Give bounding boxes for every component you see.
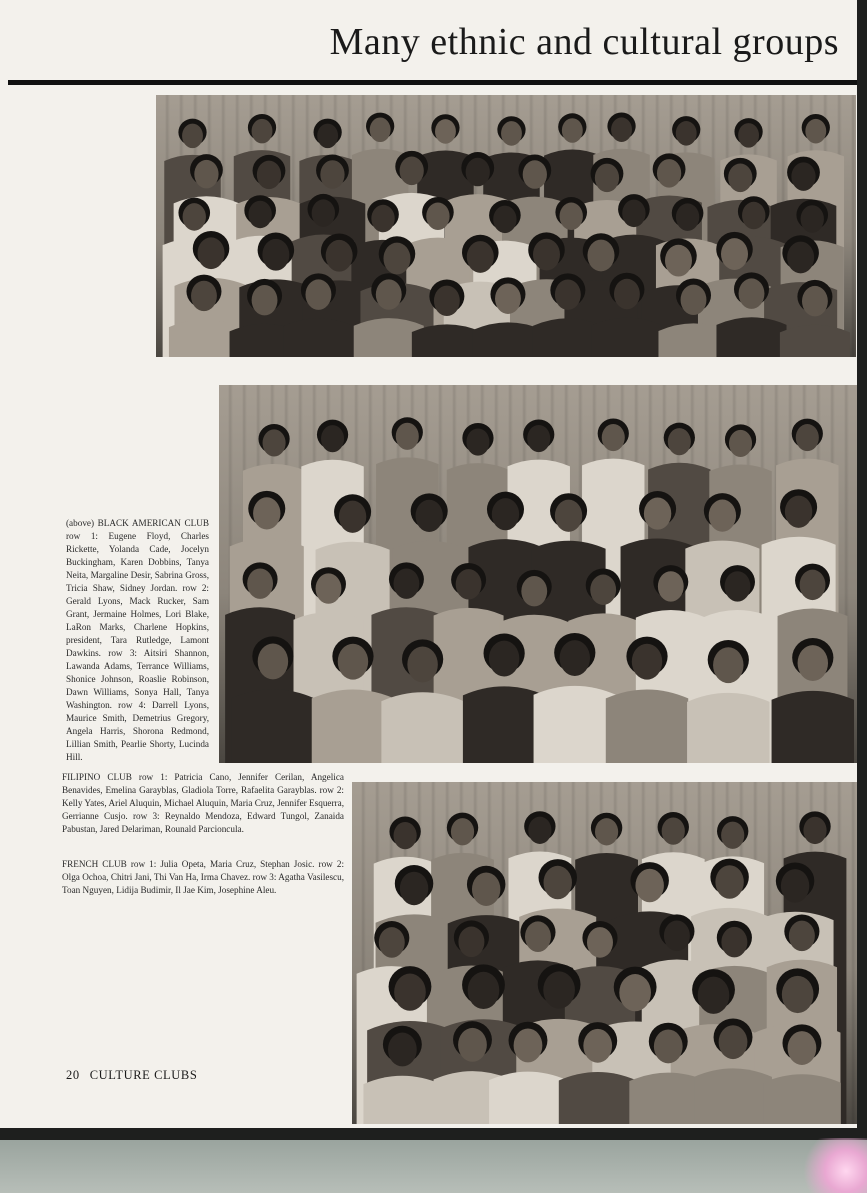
person-body — [412, 324, 482, 357]
person-face — [400, 872, 428, 905]
person-face — [489, 641, 519, 677]
person-body — [592, 318, 662, 357]
person-face — [595, 164, 619, 193]
person-face — [316, 573, 342, 603]
person-face — [263, 429, 286, 456]
person-face — [317, 124, 338, 149]
person-face — [379, 927, 405, 958]
person-face — [590, 575, 616, 605]
person-face — [383, 243, 410, 275]
person-face — [182, 124, 203, 149]
person-body — [363, 1076, 441, 1124]
filipino-club-photo-figures — [219, 385, 857, 763]
person-face — [587, 927, 613, 958]
person-face — [805, 119, 826, 144]
person-face — [782, 976, 814, 1013]
person-face — [183, 203, 206, 231]
person-face — [662, 817, 685, 844]
person-face — [257, 161, 281, 190]
person-face — [525, 921, 551, 952]
person-body — [381, 692, 463, 763]
person-face — [400, 157, 424, 186]
person-face — [472, 872, 500, 905]
person-body — [559, 1072, 637, 1124]
person-face — [394, 822, 417, 849]
person-face — [493, 206, 516, 234]
person-face — [789, 921, 815, 952]
person-face — [622, 200, 645, 228]
person-face — [555, 279, 581, 309]
person-face — [681, 285, 707, 315]
person-face — [501, 121, 522, 146]
person-face — [721, 238, 748, 270]
person-face — [514, 1029, 543, 1063]
person-face — [583, 1029, 612, 1063]
person-face — [451, 818, 474, 845]
filipino-club-caption: FILIPINO CLUB row 1: Patricia Cano, Jennifer Cerilan, Angelica Benavides, Emelina Garayblas, Gladiola Torre, Rafaelita Garayblas. row 2: Kelly Yates, Ariel Aluquin, Michael Aluquin, Maria Cruz, Jennifer Esquerra, Gerrianne Cusjo. row 3: Reynaldo Mendoza, Edward Tungol, Zanaida Pabustan, Jared Delariman, Rounald Parcioncula. — [62, 772, 344, 834]
person-face — [802, 286, 828, 316]
person-face — [728, 164, 752, 193]
person-body — [283, 318, 353, 357]
person-face — [635, 869, 663, 902]
person-face — [326, 240, 353, 272]
person-face — [523, 160, 547, 189]
person-face — [320, 160, 344, 189]
person-face — [371, 205, 394, 233]
person-face — [407, 647, 437, 683]
person-face — [632, 644, 662, 680]
person-face — [560, 640, 590, 676]
person-body — [534, 686, 616, 763]
person-body — [169, 320, 239, 357]
person-face — [376, 279, 402, 309]
french-club-caption: FRENCH CLUB row 1: Julia Opeta, Maria Cruz, Stephan Josic. row 2: Olga Ochoa, Chitri Jani, Thi Van Ha, Irma Chavez. row 3: Agatha Vasilescu, Toan Nguyen, Lidija Budimir, Il Jae Kim, Josephine Aleu. — [62, 859, 344, 895]
person-face — [555, 500, 582, 532]
french-club-photo — [352, 782, 857, 1124]
person-face — [435, 119, 456, 144]
page-number: 20 — [66, 1068, 80, 1082]
person-face — [396, 423, 419, 450]
person-face — [467, 241, 494, 273]
person-face — [252, 119, 273, 144]
person-face — [560, 203, 583, 231]
person-face — [194, 160, 218, 189]
french-club-photo-figures — [352, 782, 857, 1124]
person-face — [658, 571, 684, 601]
person-face — [719, 1025, 748, 1059]
person-face — [738, 123, 759, 148]
person-face — [533, 239, 560, 271]
person-face — [664, 920, 690, 951]
person-face — [729, 430, 752, 457]
person-face — [676, 121, 697, 146]
person-face — [458, 927, 484, 958]
person-face — [416, 500, 443, 532]
filipino-club-photo — [219, 385, 857, 763]
person-face — [248, 201, 271, 229]
person-face — [262, 239, 289, 271]
person-face — [458, 1028, 487, 1062]
person-body — [463, 686, 545, 763]
person-face — [801, 205, 824, 233]
black-american-club-photo — [156, 95, 856, 357]
person-body — [232, 689, 314, 763]
person-face — [800, 570, 826, 600]
person-face — [788, 1031, 817, 1065]
person-face — [466, 158, 490, 187]
person-face — [725, 571, 751, 601]
person-body — [772, 691, 854, 763]
person-face — [247, 568, 273, 598]
person-face — [721, 822, 744, 849]
section-name: CULTURE CLUBS — [89, 1068, 198, 1082]
person-face — [665, 245, 692, 277]
person-face — [611, 117, 632, 142]
person-face — [742, 202, 765, 230]
person-face — [527, 425, 550, 452]
person-face — [654, 1029, 683, 1063]
person-face — [798, 645, 828, 681]
person-face — [562, 118, 583, 143]
person-face — [252, 285, 278, 315]
person-face — [305, 279, 331, 309]
person-body — [473, 322, 543, 357]
person-face — [602, 424, 625, 451]
person-face — [394, 974, 426, 1011]
person-face — [468, 972, 500, 1009]
person-body — [716, 317, 786, 357]
person-face — [521, 576, 547, 606]
person-face — [434, 286, 460, 316]
person-face — [614, 279, 640, 309]
person-face — [198, 237, 225, 269]
person-body — [687, 693, 769, 763]
black-american-club-caption: (above) BLACK AMERICAN CLUB row 1: Eugene Floyd, Charles Rickette, Yolanda Cade, Jocelyn Buckingham, Karen Dobbins, Tanya Neita, Margaline Desir, Sabrina Gross, Tricia Shaw, Sidney Jordan. row 2: Gerald Lyons, Mack Rucker, Sam Grant, Jermaine Holmes, Lori Blake, LaRon Marks, Charlene Hopkins, president, Tara Rutledge, Lamont Dawkins. row 3: Aitsiri Shannon, Lawanda Adams, Terrance Williams, Shonice Johnson, Roaslie Robinson, Dawn Williams, Sonya Hall, Tanya Washington. row 4: Darrell Lyons, Maurice Smith, Demetrius Gregory, Angela Harris, Shorona Redmond, Lillian Smith, Pearlie Shorty, Lucinda Hill. — [66, 518, 209, 762]
person-face — [785, 496, 812, 528]
person-face — [321, 425, 344, 452]
desk-background — [0, 1140, 867, 1193]
person-face — [370, 117, 391, 142]
person-face — [587, 240, 614, 272]
person-face — [644, 497, 671, 529]
person-body — [694, 1068, 772, 1124]
person-face — [619, 974, 651, 1011]
person-face — [791, 162, 815, 191]
person-face — [312, 199, 335, 227]
person-face — [253, 497, 280, 529]
black-american-club-photo-figures — [156, 95, 856, 357]
person-body — [780, 325, 850, 357]
person-face — [698, 977, 730, 1014]
person-face — [191, 281, 217, 311]
light-glare — [797, 1138, 867, 1193]
person-face — [543, 971, 575, 1008]
page-folio — [66, 1068, 197, 1083]
person-face — [781, 869, 809, 902]
person-body — [606, 689, 688, 763]
person-face — [668, 428, 691, 455]
person-body — [489, 1072, 567, 1124]
person-face — [466, 428, 489, 455]
person-face — [676, 203, 699, 231]
person-face — [426, 203, 449, 231]
person-face — [544, 866, 572, 899]
person-face — [715, 865, 743, 898]
person-face — [339, 501, 366, 533]
person-face — [492, 498, 519, 530]
person-face — [595, 818, 618, 845]
person-face — [721, 927, 747, 958]
person-face — [657, 159, 681, 188]
person-face — [787, 242, 814, 274]
person-face — [796, 424, 819, 451]
person-face — [713, 647, 743, 683]
person-face — [258, 644, 288, 680]
header-rule — [8, 80, 857, 85]
person-face — [803, 817, 826, 844]
person-face — [528, 817, 551, 844]
person-body — [763, 1074, 841, 1124]
page-title: Many ethnic and cultural groups — [329, 21, 839, 63]
person-face — [388, 1033, 417, 1067]
person-face — [456, 569, 482, 599]
person-face — [338, 644, 368, 680]
person-face — [495, 283, 521, 313]
person-face — [739, 278, 765, 308]
person-face — [394, 568, 420, 598]
person-face — [709, 500, 736, 532]
